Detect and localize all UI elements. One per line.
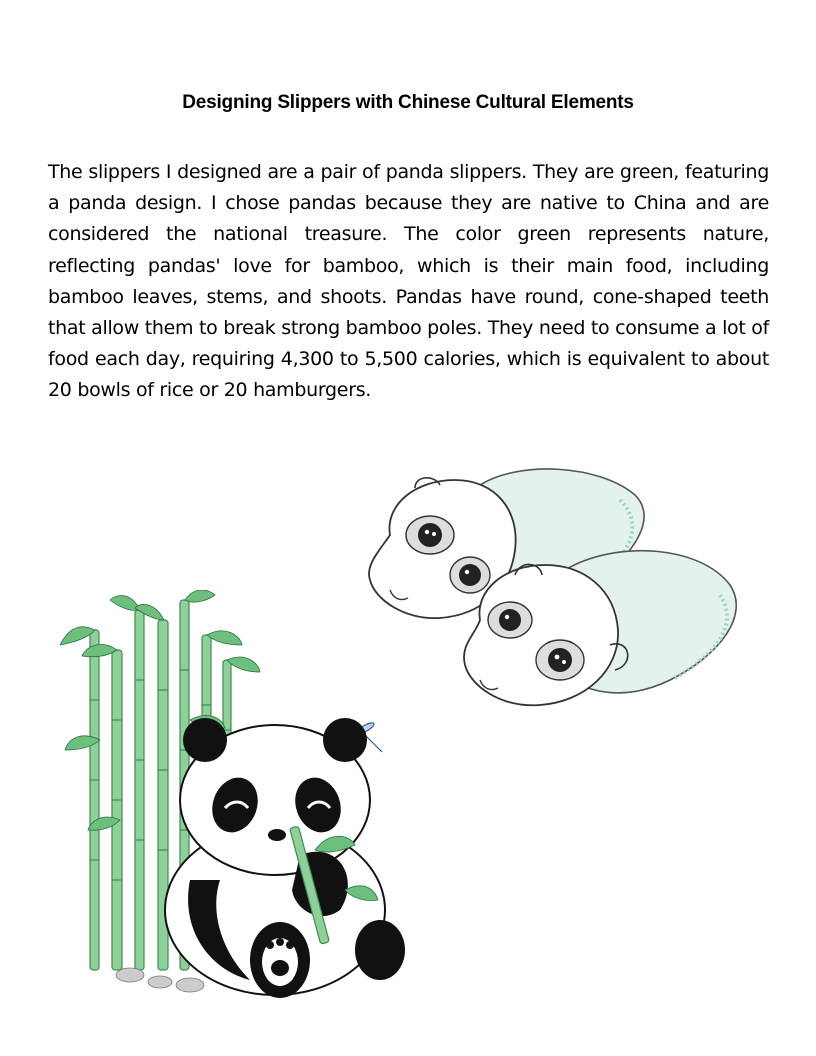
body-paragraph: The slippers I designed are a pair of panda slippers. They are green, featuring a panda design. I chose pandas because they are native to China and are considered the national treasure. The color green represents nature, reflecting pandas' love for bamboo, which is their main food, including bamboo leaves, stems, and shoots. Pandas have round, cone-shaped teeth that allow them to break strong bamboo poles. They need to consume a lot of food each day, requiring 4,300 to 5,500 calories, which is equivalent to about 20 bowls of rice or 20 hamburgers. xyxy=(48,161,769,402)
document-title: Designing Slippers with Chinese Cultural Elements xyxy=(182,92,634,113)
panda-bamboo-illustration xyxy=(60,590,420,1010)
